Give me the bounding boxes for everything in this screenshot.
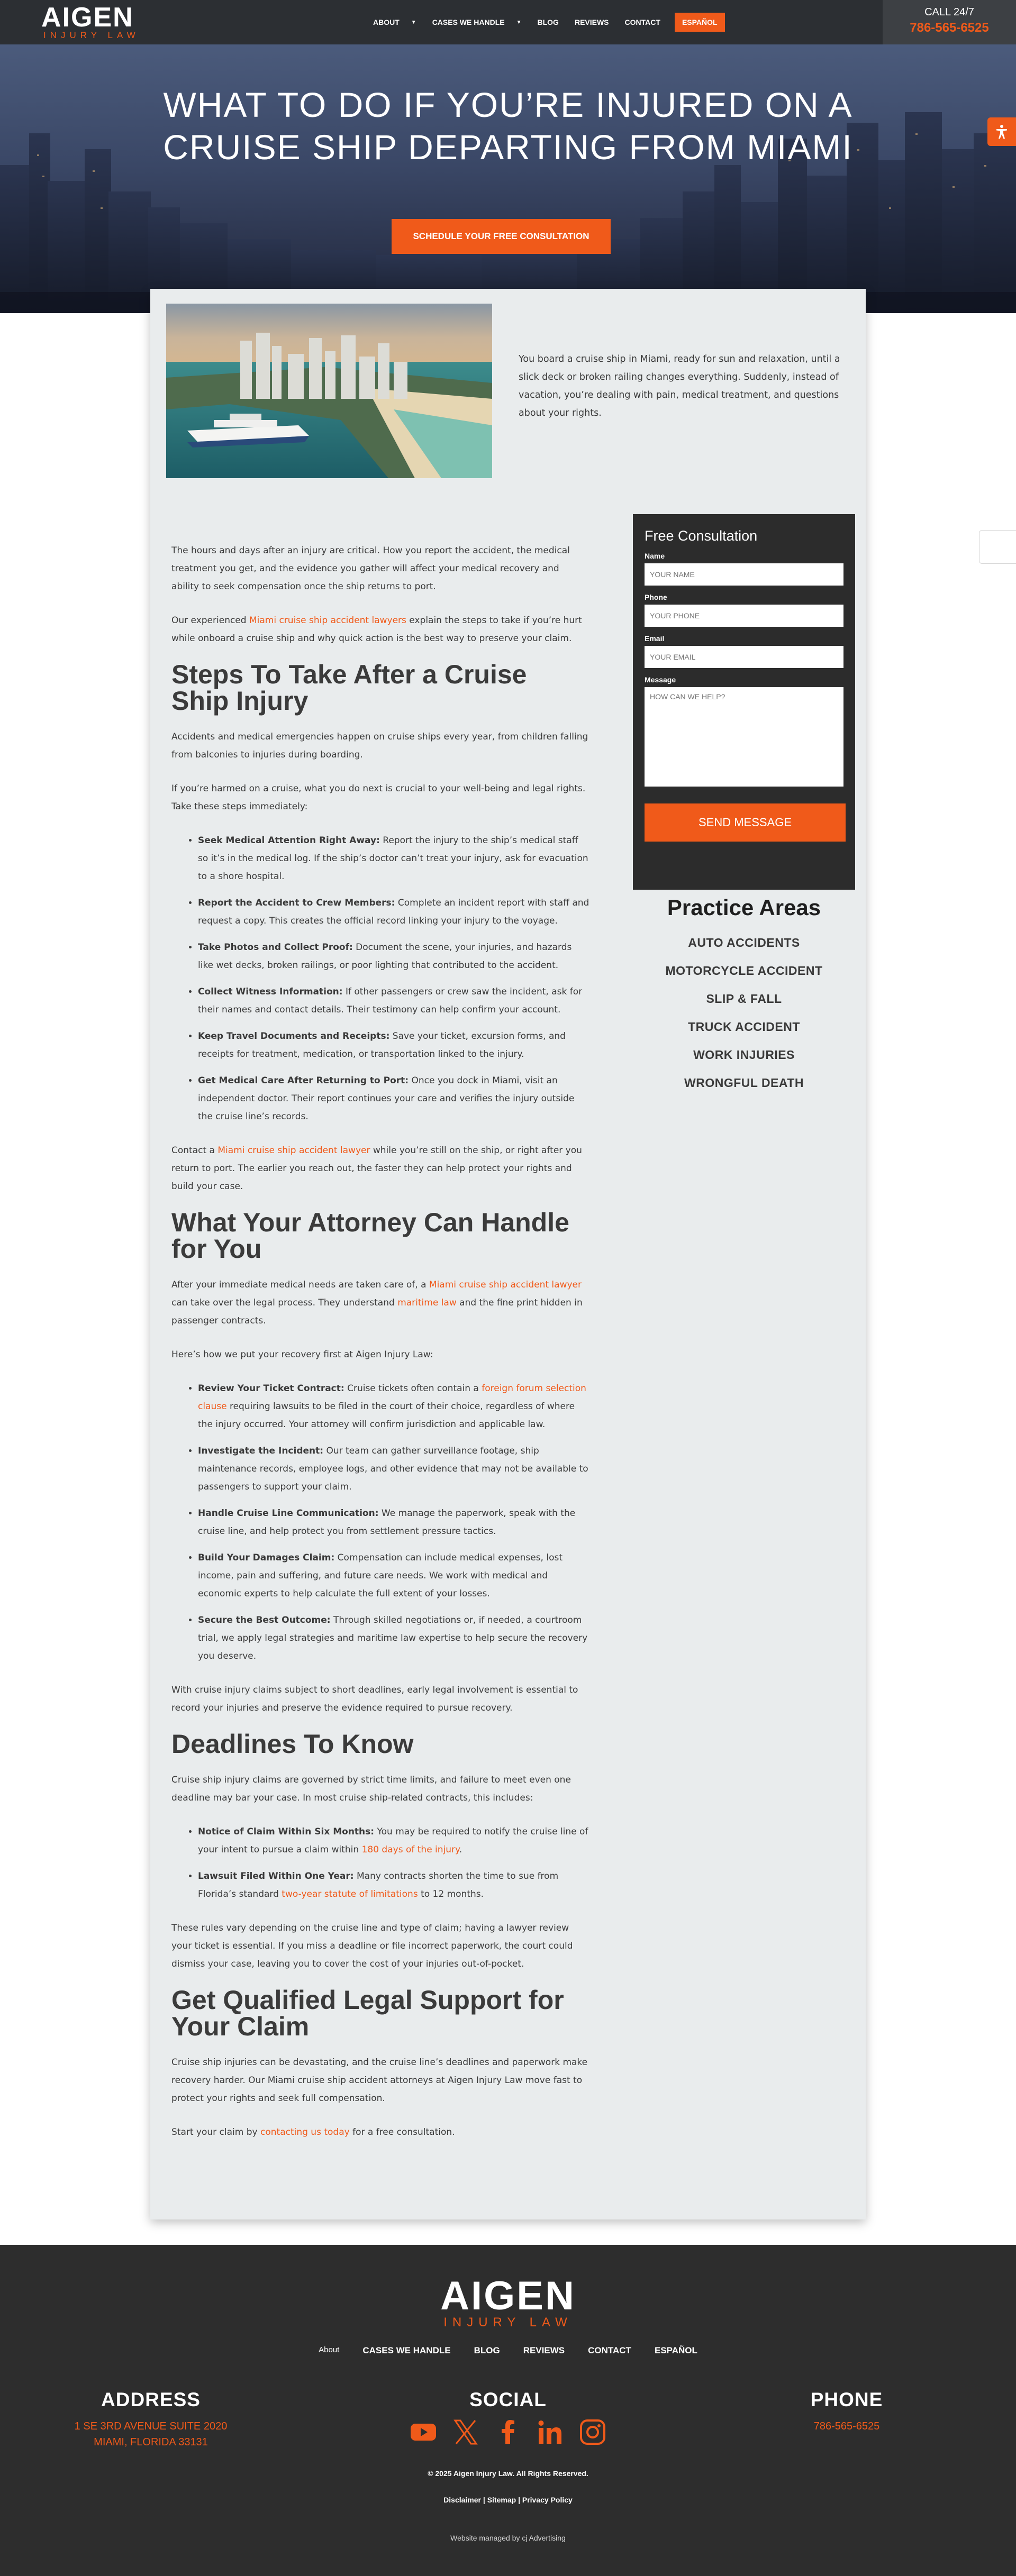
legal-links bbox=[0, 2496, 1016, 2504]
nav-about-label: ABOUT bbox=[373, 18, 400, 26]
item-text: We manage the paperwork, speak with the cruise line, and help protect you from settlement pressure tactics. bbox=[198, 1508, 576, 1537]
text: while you’re still on the ship, or right after you return to port. The earlier you reach out, the faster they can help protect your rights and build your case. bbox=[171, 1145, 582, 1192]
footer-nav-about[interactable]: About bbox=[319, 2345, 340, 2354]
practice-areas-title: Practice Areas bbox=[667, 895, 821, 920]
item-text: to 12 months. bbox=[418, 1889, 484, 1899]
paragraph bbox=[171, 2123, 589, 2141]
message-label: Message bbox=[645, 675, 676, 684]
text: Our experienced bbox=[171, 615, 249, 626]
item-title: Get Medical Care After Returning to Port: bbox=[198, 1075, 409, 1086]
address-line-2[interactable]: MIAMI, FLORIDA 33131 bbox=[94, 2436, 208, 2448]
footer-logo-wordmark: AIGEN bbox=[440, 2273, 576, 2318]
footer-nav-contact[interactable]: CONTACT bbox=[588, 2345, 631, 2355]
item-text: If other passengers or crew saw the incident, ask for their names and contact details. Their testimony can help confirm your account. bbox=[198, 986, 583, 1015]
text: can take over the legal process. They understand bbox=[171, 1298, 398, 1308]
consultation-form bbox=[633, 514, 855, 890]
nav-blog[interactable]: BLOG bbox=[537, 18, 559, 26]
statute-of-limitations-link[interactable]: two-year statute of limitations bbox=[282, 1889, 418, 1899]
chevron-down-icon: ▼ bbox=[516, 19, 522, 25]
steps-list bbox=[198, 832, 589, 1126]
footer-logo-tagline: INJURY LAW bbox=[443, 2315, 573, 2330]
list-item bbox=[198, 894, 589, 930]
footer-nav-cases[interactable]: CASES WE HANDLE bbox=[362, 2345, 451, 2355]
list-item bbox=[198, 1867, 589, 1903]
cruise-lawyer-link[interactable]: Miami cruise ship accident lawyer bbox=[217, 1145, 370, 1156]
phone-heading: PHONE bbox=[810, 2389, 883, 2410]
footer-nav bbox=[0, 2345, 1016, 2356]
nav-contact[interactable]: CONTACT bbox=[624, 18, 660, 26]
list-item bbox=[198, 1380, 589, 1433]
contact-us-link[interactable]: contacting us today bbox=[260, 2127, 350, 2137]
footer-logo[interactable] bbox=[439, 2273, 577, 2330]
email-field[interactable] bbox=[645, 646, 843, 668]
paragraph: The hours and days after an injury are critical. How you report the accident, the medical treatment you get, and the evidence you gather will affect your medical recovery and ability to seek compensation once the ship returns to port. bbox=[171, 545, 570, 592]
item-text: Through skilled negotiations or, if needed, a courtroom trial, we apply legal strategies and maritime law expertise to help secure the recovery you deserve. bbox=[198, 1615, 588, 1661]
item-title: Build Your Damages Claim: bbox=[198, 1552, 335, 1563]
nav-about[interactable] bbox=[365, 13, 424, 32]
message-field[interactable] bbox=[645, 687, 843, 787]
accessibility-icon bbox=[993, 123, 1010, 140]
nav-cases[interactable] bbox=[424, 13, 530, 32]
paragraph: Cruise ship injury claims are governed by strict time limits, and failure to meet even one deadline may bar your case. In most cruise ship-related contracts, this includes: bbox=[171, 1775, 571, 1803]
language-button[interactable]: ESPAÑOL bbox=[675, 13, 725, 32]
chevron-down-icon: ▼ bbox=[411, 19, 416, 25]
item-title: Handle Cruise Line Communication: bbox=[198, 1508, 379, 1519]
item-text: Save your ticket, excursion forms, and receipts for treatment, medication, or transportation linked to the injury. bbox=[198, 1031, 566, 1059]
social-heading: SOCIAL bbox=[469, 2389, 547, 2410]
header-phone-link[interactable]: 786-565-6525 bbox=[910, 21, 989, 35]
copyright: © 2025 Aigen Injury Law. All Rights Reserved. bbox=[428, 2469, 588, 2478]
heading-deadlines: Deadlines To Know bbox=[171, 1729, 414, 1759]
item-text: Document the scene, your injuries, and hazards like wet decks, broken railings, or poor lighting that contributed to the accident. bbox=[198, 942, 572, 971]
miami-beach-cruise-image bbox=[166, 304, 492, 478]
name-field[interactable] bbox=[645, 563, 843, 586]
nav-reviews[interactable]: REVIEWS bbox=[574, 18, 609, 26]
linkedin-icon[interactable] bbox=[537, 2418, 564, 2448]
list-item bbox=[198, 1504, 589, 1540]
item-title: Review Your Ticket Contract: bbox=[198, 1383, 344, 1394]
text: After your immediate medical needs are taken care of, a bbox=[171, 1280, 429, 1290]
x-icon[interactable] bbox=[452, 2418, 479, 2448]
paragraph bbox=[171, 1276, 589, 1330]
item-title: Keep Travel Documents and Receipts: bbox=[198, 1031, 390, 1042]
paragraph: With cruise injury claims subject to short deadlines, early legal involvement is essential to record your injuries and preserve the evidence required to pursue recovery. bbox=[171, 1685, 578, 1713]
practice-slip-fall[interactable]: SLIP & FALL bbox=[706, 992, 782, 1006]
cruise-lawyer-link[interactable]: Miami cruise ship accident lawyer bbox=[429, 1280, 582, 1290]
text: and the fine print hidden in passenger contracts. bbox=[171, 1298, 583, 1326]
email-label: Email bbox=[645, 634, 665, 643]
list-item bbox=[198, 1549, 589, 1603]
accessibility-button[interactable] bbox=[987, 117, 1016, 146]
text: explain the steps to take if you’re hurt while onboard a cruise ship and why quick action is the best way to preserve your claim. bbox=[171, 615, 582, 644]
maritime-law-link[interactable]: maritime law bbox=[397, 1298, 457, 1308]
site-header bbox=[0, 0, 1016, 44]
paragraph: Cruise ship injuries can be devastating, and the cruise line’s deadlines and paperwork make recovery harder. Our Miami cruise ship accident attorneys at Aigen Injury Law move fast to protect your rights and seek full compensation. bbox=[171, 2057, 588, 2104]
item-title: Take Photos and Collect Proof: bbox=[198, 942, 353, 953]
list-item bbox=[198, 1611, 589, 1665]
footer-phone bbox=[762, 2389, 931, 2434]
site-footer bbox=[0, 2245, 1016, 2576]
form-title: Free Consultation bbox=[645, 528, 758, 544]
list-item bbox=[198, 938, 589, 974]
footer-nav-espanol[interactable]: ESPAÑOL bbox=[654, 2345, 697, 2355]
attorney-list bbox=[198, 1380, 589, 1665]
call-box bbox=[883, 0, 1016, 44]
intro-text: You board a cruise ship in Miami, ready for sun and relaxation, until a slick deck or broken railing changes everything. Suddenly, instead of vacation, you’re dealing with pain, medical treatment, and questions about your rights. bbox=[519, 354, 840, 418]
item-text: Complete an incident report with staff and request a copy. This creates the official record linking your injury to the voyage. bbox=[198, 898, 589, 926]
item-text: Once you dock in Miami, visit an independent doctor. Their report continues your care and verifies the injury outside the cruise line’s records. bbox=[198, 1075, 575, 1122]
managed-by: Website managed by cj Advertising bbox=[450, 2534, 566, 2542]
item-text: requiring lawsuits to be filed in the court of their choice, regardless of where the injury occurred. Your attorney will confirm jurisdiction and applicable law. bbox=[198, 1401, 575, 1430]
main-nav bbox=[365, 13, 725, 32]
item-text: . bbox=[459, 1844, 462, 1855]
list-item bbox=[198, 1823, 589, 1859]
logo-wordmark: AIGEN bbox=[41, 2, 134, 33]
paragraph: Here’s how we put your recovery first at Aigen Injury Law: bbox=[171, 1349, 433, 1360]
item-title: Notice of Claim Within Six Months: bbox=[198, 1826, 375, 1837]
nav-cases-label: CASES WE HANDLE bbox=[432, 18, 505, 26]
name-label: Name bbox=[645, 552, 665, 560]
article-body bbox=[171, 542, 589, 2157]
phone-field[interactable] bbox=[645, 605, 843, 627]
list-item bbox=[198, 832, 589, 885]
deadlines-list bbox=[198, 1823, 589, 1903]
paragraph: Accidents and medical emergencies happen on cruise ships every year, from children falling from balconies to injuries during boarding. bbox=[171, 732, 588, 760]
forum-clause-link[interactable]: foreign forum selection clause bbox=[198, 1383, 586, 1412]
list-item bbox=[198, 1027, 589, 1063]
footer-address bbox=[64, 2389, 238, 2450]
disclaimer-link[interactable]: Disclaimer bbox=[443, 2496, 481, 2504]
logo-tagline: INJURY LAW bbox=[43, 30, 140, 40]
instagram-icon[interactable] bbox=[579, 2418, 606, 2448]
item-text: Our team can gather surveillance footage, ship maintenance records, employee logs, and other evidence that may not be available to passengers to support your claim. bbox=[198, 1446, 588, 1492]
item-title: Lawsuit Filed Within One Year: bbox=[198, 1871, 354, 1881]
paragraph bbox=[171, 1141, 589, 1195]
page-title: WHAT TO DO IF YOU’RE INJURED ON A CRUISE SHIP DEPARTING FROM MIAMI bbox=[163, 85, 853, 167]
sitemap-link[interactable]: Sitemap bbox=[487, 2496, 516, 2504]
item-title: Collect Witness Information: bbox=[198, 986, 343, 997]
heading-attorney: What Your Attorney Can Handle for You bbox=[171, 1208, 569, 1264]
practice-auto-accidents[interactable]: AUTO ACCIDENTS bbox=[688, 936, 800, 949]
practice-motorcycle-accident[interactable]: MOTORCYCLE ACCIDENT bbox=[665, 964, 823, 978]
paragraph bbox=[171, 611, 589, 647]
article-card bbox=[150, 289, 866, 2219]
item-text: Compensation can include medical expenses, lost income, pain and suffering, and future care needs. We work with medical and economic experts to help calculate the full extent of your losses. bbox=[198, 1552, 563, 1599]
item-text: Report the injury to the ship’s medical staff so it’s in the medical log. If the ship’s doctor can’t treat your injury, ask for evacuation to a shore hospital. bbox=[198, 835, 588, 882]
footer-nav-reviews[interactable]: REVIEWS bbox=[523, 2345, 565, 2355]
list-item bbox=[198, 983, 589, 1019]
180-days-link[interactable]: 180 days of the injury bbox=[361, 1844, 459, 1855]
practice-work-injuries[interactable]: WORK INJURIES bbox=[693, 1048, 795, 1062]
facebook-icon[interactable] bbox=[494, 2418, 522, 2448]
heading-support: Get Qualified Legal Support for Your Claim bbox=[171, 1985, 564, 2041]
item-title: Seek Medical Attention Right Away: bbox=[198, 835, 380, 846]
privacy-policy-link[interactable]: Privacy Policy bbox=[522, 2496, 573, 2504]
youtube-icon[interactable] bbox=[410, 2418, 437, 2448]
address-line-1[interactable]: 1 SE 3RD AVENUE SUITE 2020 bbox=[74, 2420, 228, 2432]
item-title: Investigate the Incident: bbox=[198, 1446, 324, 1456]
call-label: CALL 24/7 bbox=[924, 6, 974, 18]
footer-phone-link[interactable]: 786-565-6525 bbox=[813, 2420, 880, 2432]
hero-banner bbox=[0, 44, 1016, 313]
separator: | bbox=[483, 2496, 485, 2504]
separator: | bbox=[518, 2496, 520, 2504]
item-text: Cruise tickets often contain a bbox=[344, 1383, 482, 1394]
text: for a free consultation. bbox=[349, 2127, 455, 2137]
practice-truck-accident[interactable]: TRUCK ACCIDENT bbox=[688, 1020, 800, 1034]
cruise-lawyers-link[interactable]: Miami cruise ship accident lawyers bbox=[249, 615, 406, 626]
item-title: Report the Accident to Crew Members: bbox=[198, 898, 395, 908]
site-logo[interactable] bbox=[41, 4, 147, 40]
social-icons bbox=[392, 2418, 624, 2448]
heading-steps: Steps To Take After a Cruise Ship Injury bbox=[171, 660, 527, 716]
list-item bbox=[198, 1442, 589, 1496]
paragraph: These rules vary depending on the cruise line and type of claim; having a lawyer review your ticket is essential. If you miss a deadline or file incorrect paperwork, the court could dismiss your case, leaving you to cover the cost of your injuries out-of-pocket. bbox=[171, 1923, 573, 1969]
phone-label: Phone bbox=[645, 593, 667, 601]
text: Start your claim by bbox=[171, 2127, 260, 2137]
footer-nav-blog[interactable]: BLOG bbox=[474, 2345, 500, 2355]
item-text: Many contracts shorten the time to sue from Florida’s standard bbox=[198, 1871, 559, 1899]
schedule-consultation-button[interactable]: SCHEDULE YOUR FREE CONSULTATION bbox=[392, 219, 611, 254]
practice-wrongful-death[interactable]: WRONGFUL DEATH bbox=[684, 1076, 804, 1090]
item-text: You may be required to notify the cruise line of your intent to pursue a claim within bbox=[198, 1826, 588, 1855]
item-title: Secure the Best Outcome: bbox=[198, 1615, 331, 1625]
send-message-button[interactable]: SEND MESSAGE bbox=[645, 803, 846, 842]
address-heading: ADDRESS bbox=[101, 2389, 201, 2410]
cruise-photo bbox=[166, 304, 492, 478]
side-widget-tab[interactable] bbox=[979, 530, 1016, 564]
footer-social bbox=[392, 2389, 624, 2448]
text: Contact a bbox=[171, 1145, 218, 1156]
practice-areas bbox=[633, 895, 855, 1097]
list-item bbox=[198, 1072, 589, 1126]
paragraph: If you’re harmed on a cruise, what you do next is crucial to your well-being and legal rights. Take these steps immediately: bbox=[171, 783, 586, 812]
